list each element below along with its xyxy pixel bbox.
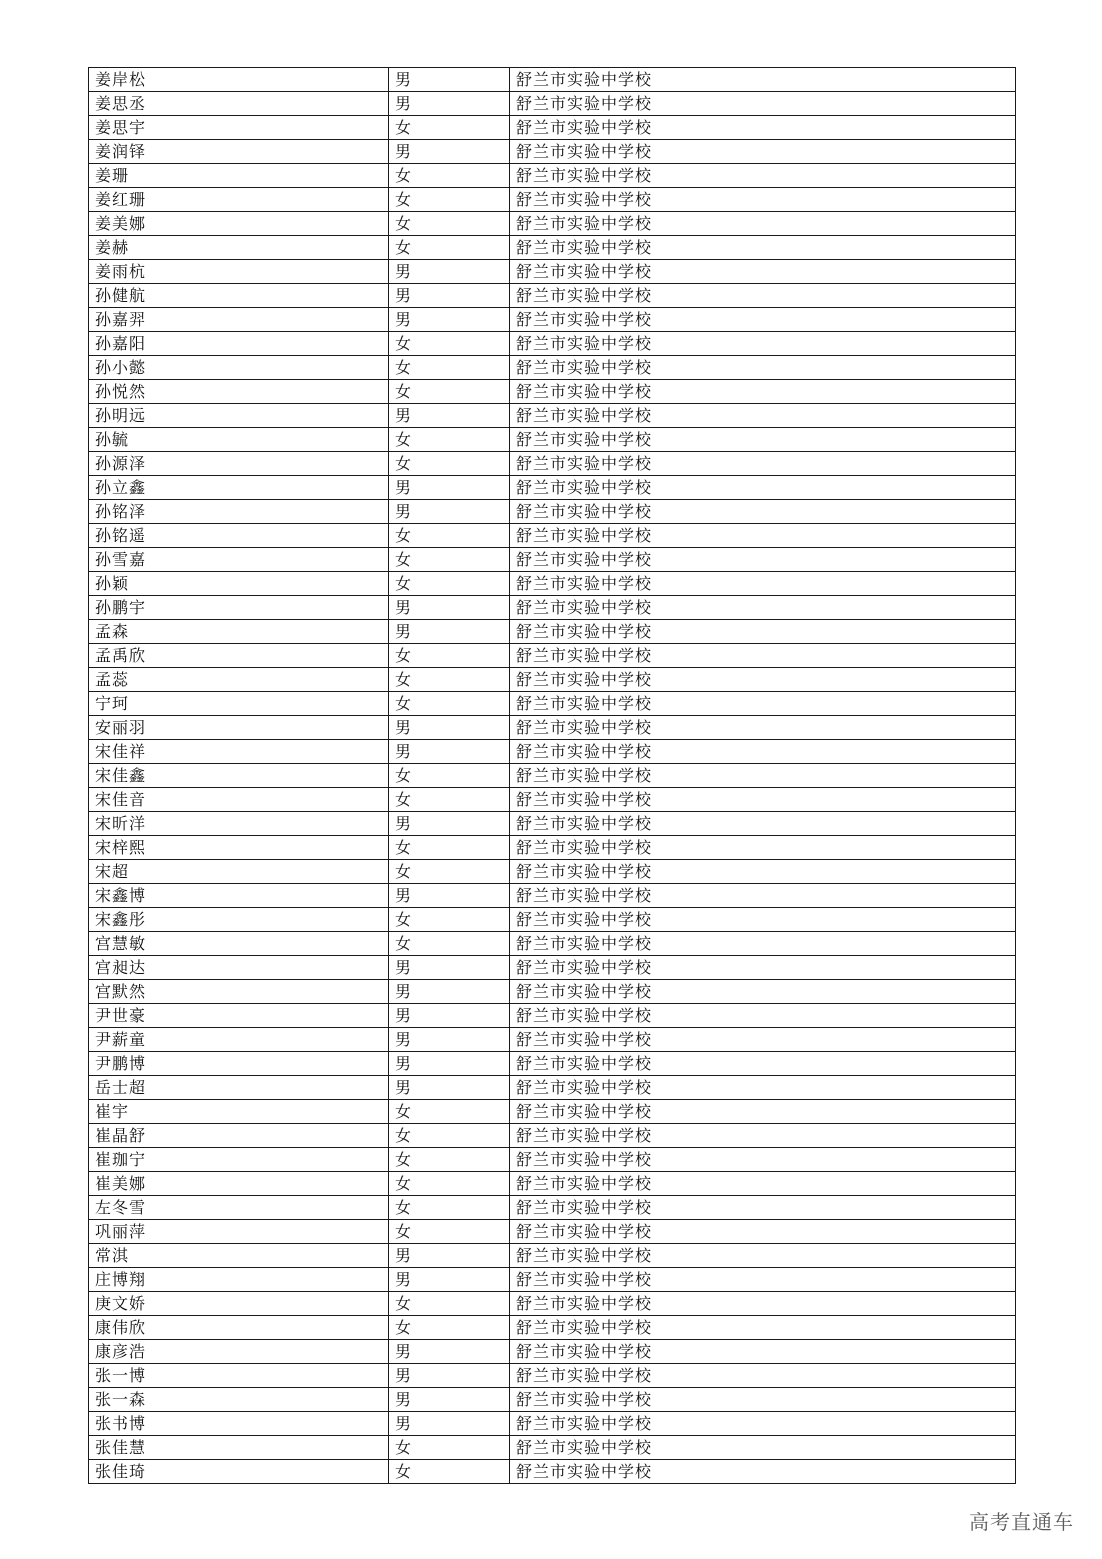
student-name-cell: 孙源泽 [89,452,389,476]
table-row [89,356,1016,380]
roster-body [89,68,1016,1484]
table-row [89,932,1016,956]
student-name-cell: 姜美娜 [89,212,389,236]
student-name-cell: 康彦浩 [89,1340,389,1364]
gender-cell: 男 [389,1268,510,1292]
student-name-cell: 宋昕洋 [89,812,389,836]
school-cell: 舒兰市实验中学校 [510,380,1016,404]
table-row [89,1388,1016,1412]
table-row [89,692,1016,716]
student-name-cell: 宋鑫彤 [89,908,389,932]
gender-cell: 女 [389,764,510,788]
student-name-cell: 宋梓熙 [89,836,389,860]
table-row [89,788,1016,812]
gender-cell: 女 [389,932,510,956]
school-cell: 舒兰市实验中学校 [510,188,1016,212]
gender-cell: 男 [389,68,510,92]
student-name-cell: 宫昶达 [89,956,389,980]
table-row [89,1076,1016,1100]
student-name-cell: 孙毓 [89,428,389,452]
school-cell: 舒兰市实验中学校 [510,764,1016,788]
student-name-cell: 尹世豪 [89,1004,389,1028]
table-row [89,572,1016,596]
school-cell: 舒兰市实验中学校 [510,1124,1016,1148]
school-cell: 舒兰市实验中学校 [510,788,1016,812]
table-row [89,1100,1016,1124]
table-row [89,716,1016,740]
table-row [89,404,1016,428]
gender-cell: 男 [389,620,510,644]
school-cell: 舒兰市实验中学校 [510,236,1016,260]
table-row [89,668,1016,692]
school-cell: 舒兰市实验中学校 [510,1388,1016,1412]
table-row [89,1364,1016,1388]
gender-cell: 女 [389,236,510,260]
student-name-cell: 宫默然 [89,980,389,1004]
gender-cell: 女 [389,1292,510,1316]
student-name-cell: 孙明远 [89,404,389,428]
school-cell: 舒兰市实验中学校 [510,548,1016,572]
table-row [89,620,1016,644]
gender-cell: 女 [389,332,510,356]
student-name-cell: 张佳琦 [89,1460,389,1484]
school-cell: 舒兰市实验中学校 [510,908,1016,932]
gender-cell: 女 [389,380,510,404]
school-cell: 舒兰市实验中学校 [510,1076,1016,1100]
school-cell: 舒兰市实验中学校 [510,260,1016,284]
school-cell: 舒兰市实验中学校 [510,980,1016,1004]
school-cell: 舒兰市实验中学校 [510,1004,1016,1028]
table-row [89,956,1016,980]
gender-cell: 男 [389,740,510,764]
school-cell: 舒兰市实验中学校 [510,932,1016,956]
school-cell: 舒兰市实验中学校 [510,92,1016,116]
school-cell: 舒兰市实验中学校 [510,1244,1016,1268]
table-row [89,116,1016,140]
school-cell: 舒兰市实验中学校 [510,668,1016,692]
gender-cell: 女 [389,356,510,380]
student-name-cell: 康伟欣 [89,1316,389,1340]
gender-cell: 男 [389,500,510,524]
student-name-cell: 宫慧敏 [89,932,389,956]
table-row [89,812,1016,836]
student-name-cell: 孙健航 [89,284,389,308]
school-cell: 舒兰市实验中学校 [510,644,1016,668]
table-row [89,1268,1016,1292]
gender-cell: 女 [389,428,510,452]
gender-cell: 女 [389,548,510,572]
table-row [89,1196,1016,1220]
table-row [89,596,1016,620]
student-name-cell: 孙铭泽 [89,500,389,524]
school-cell: 舒兰市实验中学校 [510,716,1016,740]
table-row [89,260,1016,284]
table-row [89,188,1016,212]
gender-cell: 女 [389,572,510,596]
student-name-cell: 孙立鑫 [89,476,389,500]
gender-cell: 男 [389,1004,510,1028]
gender-cell: 男 [389,980,510,1004]
school-cell: 舒兰市实验中学校 [510,140,1016,164]
school-cell: 舒兰市实验中学校 [510,1148,1016,1172]
table-row [89,1172,1016,1196]
student-name-cell: 孙铭遥 [89,524,389,548]
school-cell: 舒兰市实验中学校 [510,836,1016,860]
school-cell: 舒兰市实验中学校 [510,356,1016,380]
gender-cell: 男 [389,1340,510,1364]
table-row [89,452,1016,476]
student-name-cell: 安丽羽 [89,716,389,740]
gender-cell: 女 [389,1100,510,1124]
student-name-cell: 崔宇 [89,1100,389,1124]
school-cell: 舒兰市实验中学校 [510,860,1016,884]
watermark-text: 高考直通车 [969,1510,1074,1534]
gender-cell: 女 [389,1172,510,1196]
table-row [89,284,1016,308]
student-name-cell: 姜雨杭 [89,260,389,284]
school-cell: 舒兰市实验中学校 [510,1028,1016,1052]
table-row [89,332,1016,356]
table-row [89,1244,1016,1268]
table-row [89,980,1016,1004]
gender-cell: 女 [389,212,510,236]
school-cell: 舒兰市实验中学校 [510,284,1016,308]
student-name-cell: 宁珂 [89,692,389,716]
table-row [89,1220,1016,1244]
gender-cell: 女 [389,692,510,716]
school-cell: 舒兰市实验中学校 [510,620,1016,644]
gender-cell: 男 [389,1412,510,1436]
school-cell: 舒兰市实验中学校 [510,1316,1016,1340]
student-name-cell: 庄博翔 [89,1268,389,1292]
school-cell: 舒兰市实验中学校 [510,428,1016,452]
gender-cell: 男 [389,308,510,332]
table-row [89,764,1016,788]
table-row [89,164,1016,188]
school-cell: 舒兰市实验中学校 [510,740,1016,764]
student-name-cell: 宋超 [89,860,389,884]
student-name-cell: 姜珊 [89,164,389,188]
school-cell: 舒兰市实验中学校 [510,1268,1016,1292]
table-row [89,92,1016,116]
student-name-cell: 孟禹欣 [89,644,389,668]
table-row [89,1316,1016,1340]
gender-cell: 男 [389,596,510,620]
student-name-cell: 崔美娜 [89,1172,389,1196]
gender-cell: 女 [389,668,510,692]
school-cell: 舒兰市实验中学校 [510,524,1016,548]
table-row [89,1436,1016,1460]
school-cell: 舒兰市实验中学校 [510,308,1016,332]
gender-cell: 女 [389,1436,510,1460]
gender-cell: 女 [389,908,510,932]
gender-cell: 男 [389,404,510,428]
student-name-cell: 张书博 [89,1412,389,1436]
table-row [89,1004,1016,1028]
table-row [89,1412,1016,1436]
table-row [89,644,1016,668]
gender-cell: 男 [389,284,510,308]
gender-cell: 女 [389,188,510,212]
school-cell: 舒兰市实验中学校 [510,1052,1016,1076]
gender-cell: 男 [389,1244,510,1268]
table-row [89,212,1016,236]
school-cell: 舒兰市实验中学校 [510,1340,1016,1364]
school-cell: 舒兰市实验中学校 [510,116,1016,140]
student-name-cell: 尹鹏博 [89,1052,389,1076]
table-row [89,428,1016,452]
student-name-cell: 左冬雪 [89,1196,389,1220]
school-cell: 舒兰市实验中学校 [510,884,1016,908]
student-name-cell: 崔珈宁 [89,1148,389,1172]
student-name-cell: 崔晶舒 [89,1124,389,1148]
student-name-cell: 姜岸松 [89,68,389,92]
gender-cell: 女 [389,644,510,668]
student-name-cell: 巩丽萍 [89,1220,389,1244]
school-cell: 舒兰市实验中学校 [510,404,1016,428]
student-name-cell: 姜思宇 [89,116,389,140]
student-name-cell: 孟森 [89,620,389,644]
student-roster-table [88,67,1016,1484]
school-cell: 舒兰市实验中学校 [510,1292,1016,1316]
school-cell: 舒兰市实验中学校 [510,500,1016,524]
school-cell: 舒兰市实验中学校 [510,332,1016,356]
school-cell: 舒兰市实验中学校 [510,1364,1016,1388]
student-name-cell: 姜红珊 [89,188,389,212]
school-cell: 舒兰市实验中学校 [510,212,1016,236]
student-name-cell: 常淇 [89,1244,389,1268]
gender-cell: 女 [389,1124,510,1148]
table-row [89,1052,1016,1076]
gender-cell: 女 [389,164,510,188]
school-cell: 舒兰市实验中学校 [510,1460,1016,1484]
school-cell: 舒兰市实验中学校 [510,1196,1016,1220]
gender-cell: 女 [389,860,510,884]
school-cell: 舒兰市实验中学校 [510,692,1016,716]
gender-cell: 男 [389,1364,510,1388]
school-cell: 舒兰市实验中学校 [510,1220,1016,1244]
student-name-cell: 尹薪童 [89,1028,389,1052]
student-name-cell: 宋鑫博 [89,884,389,908]
table-row [89,836,1016,860]
school-cell: 舒兰市实验中学校 [510,1436,1016,1460]
table-row [89,500,1016,524]
table-row [89,524,1016,548]
table-row [89,380,1016,404]
student-name-cell: 孟蕊 [89,668,389,692]
table-row [89,1028,1016,1052]
gender-cell: 女 [389,1316,510,1340]
gender-cell: 女 [389,116,510,140]
school-cell: 舒兰市实验中学校 [510,452,1016,476]
school-cell: 舒兰市实验中学校 [510,1412,1016,1436]
table-row [89,308,1016,332]
student-name-cell: 孙悦然 [89,380,389,404]
student-name-cell: 宋佳祥 [89,740,389,764]
table-row [89,1292,1016,1316]
table-row [89,1460,1016,1484]
student-name-cell: 张佳慧 [89,1436,389,1460]
gender-cell: 女 [389,1148,510,1172]
table-row [89,908,1016,932]
gender-cell: 男 [389,1076,510,1100]
gender-cell: 男 [389,476,510,500]
student-name-cell: 宋佳音 [89,788,389,812]
gender-cell: 男 [389,1028,510,1052]
student-name-cell: 孙颖 [89,572,389,596]
school-cell: 舒兰市实验中学校 [510,68,1016,92]
gender-cell: 女 [389,1220,510,1244]
table-row [89,548,1016,572]
gender-cell: 女 [389,1196,510,1220]
school-cell: 舒兰市实验中学校 [510,596,1016,620]
table-row [89,860,1016,884]
student-name-cell: 宋佳鑫 [89,764,389,788]
student-name-cell: 孙嘉羿 [89,308,389,332]
school-cell: 舒兰市实验中学校 [510,164,1016,188]
student-name-cell: 岳士超 [89,1076,389,1100]
table-row [89,884,1016,908]
gender-cell: 女 [389,1460,510,1484]
gender-cell: 男 [389,1388,510,1412]
student-name-cell: 孙鹏宇 [89,596,389,620]
table-row [89,740,1016,764]
student-name-cell: 姜润铎 [89,140,389,164]
gender-cell: 女 [389,524,510,548]
gender-cell: 男 [389,956,510,980]
student-name-cell: 姜思丞 [89,92,389,116]
school-cell: 舒兰市实验中学校 [510,1100,1016,1124]
school-cell: 舒兰市实验中学校 [510,1172,1016,1196]
gender-cell: 女 [389,452,510,476]
student-name-cell: 孙嘉阳 [89,332,389,356]
table-row [89,1148,1016,1172]
school-cell: 舒兰市实验中学校 [510,476,1016,500]
student-name-cell: 孙雪嘉 [89,548,389,572]
gender-cell: 男 [389,1052,510,1076]
table-row [89,1340,1016,1364]
student-name-cell: 庚文娇 [89,1292,389,1316]
gender-cell: 女 [389,836,510,860]
student-name-cell: 姜赫 [89,236,389,260]
student-name-cell: 张一森 [89,1388,389,1412]
student-name-cell: 张一博 [89,1364,389,1388]
gender-cell: 男 [389,716,510,740]
school-cell: 舒兰市实验中学校 [510,956,1016,980]
table-row [89,236,1016,260]
gender-cell: 男 [389,260,510,284]
table-row [89,476,1016,500]
table-row [89,140,1016,164]
gender-cell: 男 [389,92,510,116]
gender-cell: 男 [389,140,510,164]
gender-cell: 男 [389,812,510,836]
gender-cell: 男 [389,884,510,908]
school-cell: 舒兰市实验中学校 [510,572,1016,596]
school-cell: 舒兰市实验中学校 [510,812,1016,836]
table-row [89,68,1016,92]
student-name-cell: 孙小懿 [89,356,389,380]
table-row [89,1124,1016,1148]
gender-cell: 女 [389,788,510,812]
